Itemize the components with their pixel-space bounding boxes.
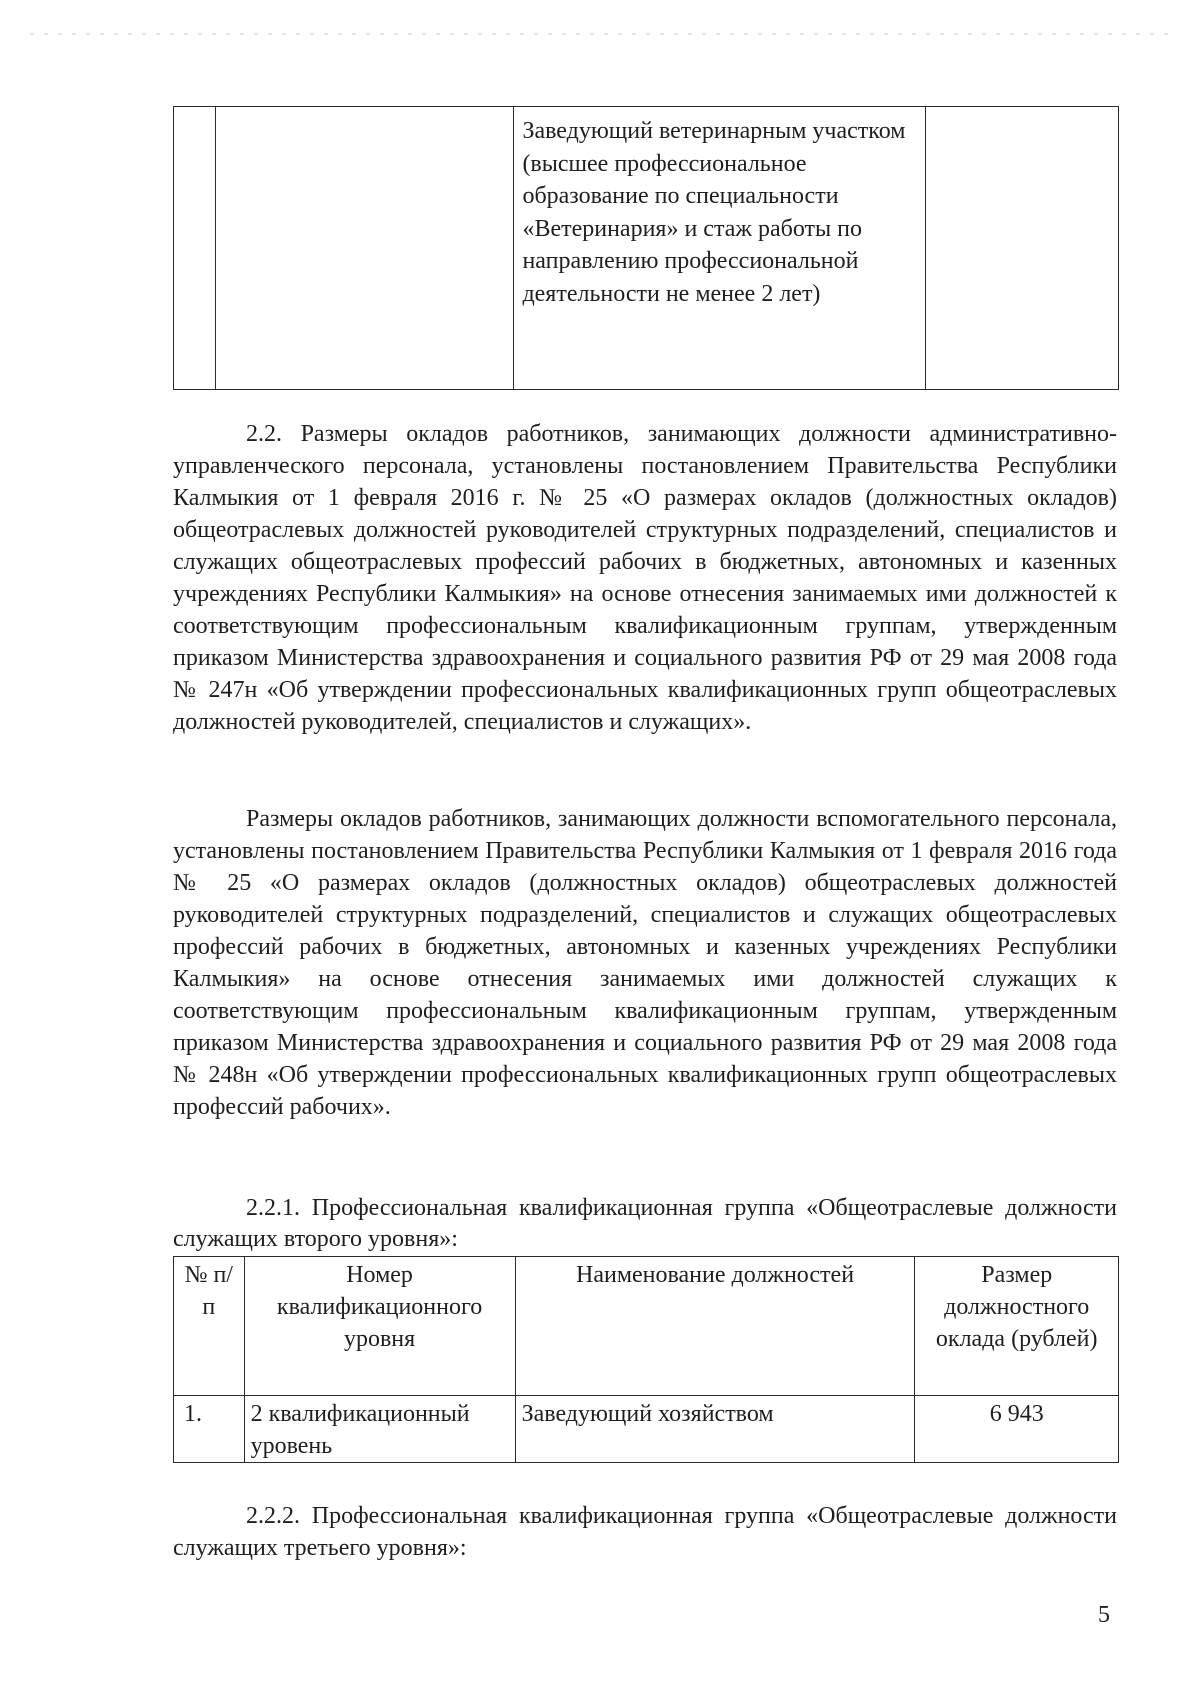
cell-name: Заведующий хозяйством — [515, 1396, 915, 1463]
continuation-table — [173, 106, 1119, 390]
cell-level: 2 квалификационный уровень — [244, 1396, 515, 1463]
paragraph-2-2: 2.2. Размеры окладов работников, занимающих должности административно-управленческого персонала, установлены постановлением Правительства Республики Калмыкия от 1 февраля 2016 г. № 25 «О размерах окладов (должностных окладов) общеотраслевых должностей руководителей структурных подразделений, специалистов и служащих общеотраслевых профессий рабочих в бюджетных, автономных и казенных учреждениях Республики Калмыкия» на основе отнесения занимаемых ими должностей к соответствующим профессиональным квалификационным группам, утвержденным приказом Министерства здравоохранения и социального развития РФ от 29 мая 2008 года № 247н «Об утверждении профессиональных квалификационных групп общеотраслевых должностей руководителей, специалистов и служащих». — [173, 421, 1117, 735]
table-row — [174, 107, 1119, 390]
cell-salary: 6 943 — [915, 1396, 1119, 1463]
table-header-row — [174, 1257, 1119, 1396]
table-cell-num — [174, 107, 216, 390]
paragraph-support-staff: Размеры окладов работников, занимающих должности вспомогательного персонала, установлены постановлением Правительства Республики Калмыкия от 1 февраля 2016 года № 25 «О размерах окладов (должностных окладов) общеотраслевых должностей руководителей структурных подразделений, специалистов и служащих общеотраслевых профессий рабочих в бюджетных, автономных и казенных учреждениях Республики Калмыкия» на основе отнесения занимаемых ими должностей служащих к соответствующим профессиональным квалификационным группам, утвержденным приказом Министерства здравоохранения и социального развития РФ от 29 мая 2008 года № 248н «Об утверждении профессиональных квалификационных групп общеотраслевых профессий рабочих». — [173, 806, 1117, 1120]
header-salary: Размер должностного оклада (рублей) — [915, 1257, 1119, 1396]
paragraph-2-2-2: 2.2.2. Профессиональная квалификационная группа «Общеотраслевые должности служащих третьего уровня»: — [173, 1503, 1117, 1561]
salary-table — [173, 1256, 1119, 1463]
header-name: Наименование должностей — [515, 1257, 915, 1396]
cell-num: 1. — [174, 1396, 245, 1463]
page-number: 5 — [1098, 1602, 1110, 1628]
header-level: Номер квалификационного уровня — [244, 1257, 515, 1396]
table-cell-salary — [926, 107, 1119, 390]
paragraph-2-2-1: 2.2.1. Профессиональная квалификационная группа «Общеотраслевые должности служащих второго уровня»: — [173, 1195, 1117, 1252]
scan-artifact — [30, 33, 1170, 35]
table-cell-level — [216, 107, 514, 390]
table-cell-position: Заведующий ветеринарным участком (высшее профессиональное образование по специальности «Ветеринария» и стаж работы по направлению профессиональной деятельности не менее 2 лет) — [514, 107, 926, 390]
table-row — [174, 1396, 1119, 1463]
header-num: № п/п — [174, 1257, 245, 1396]
